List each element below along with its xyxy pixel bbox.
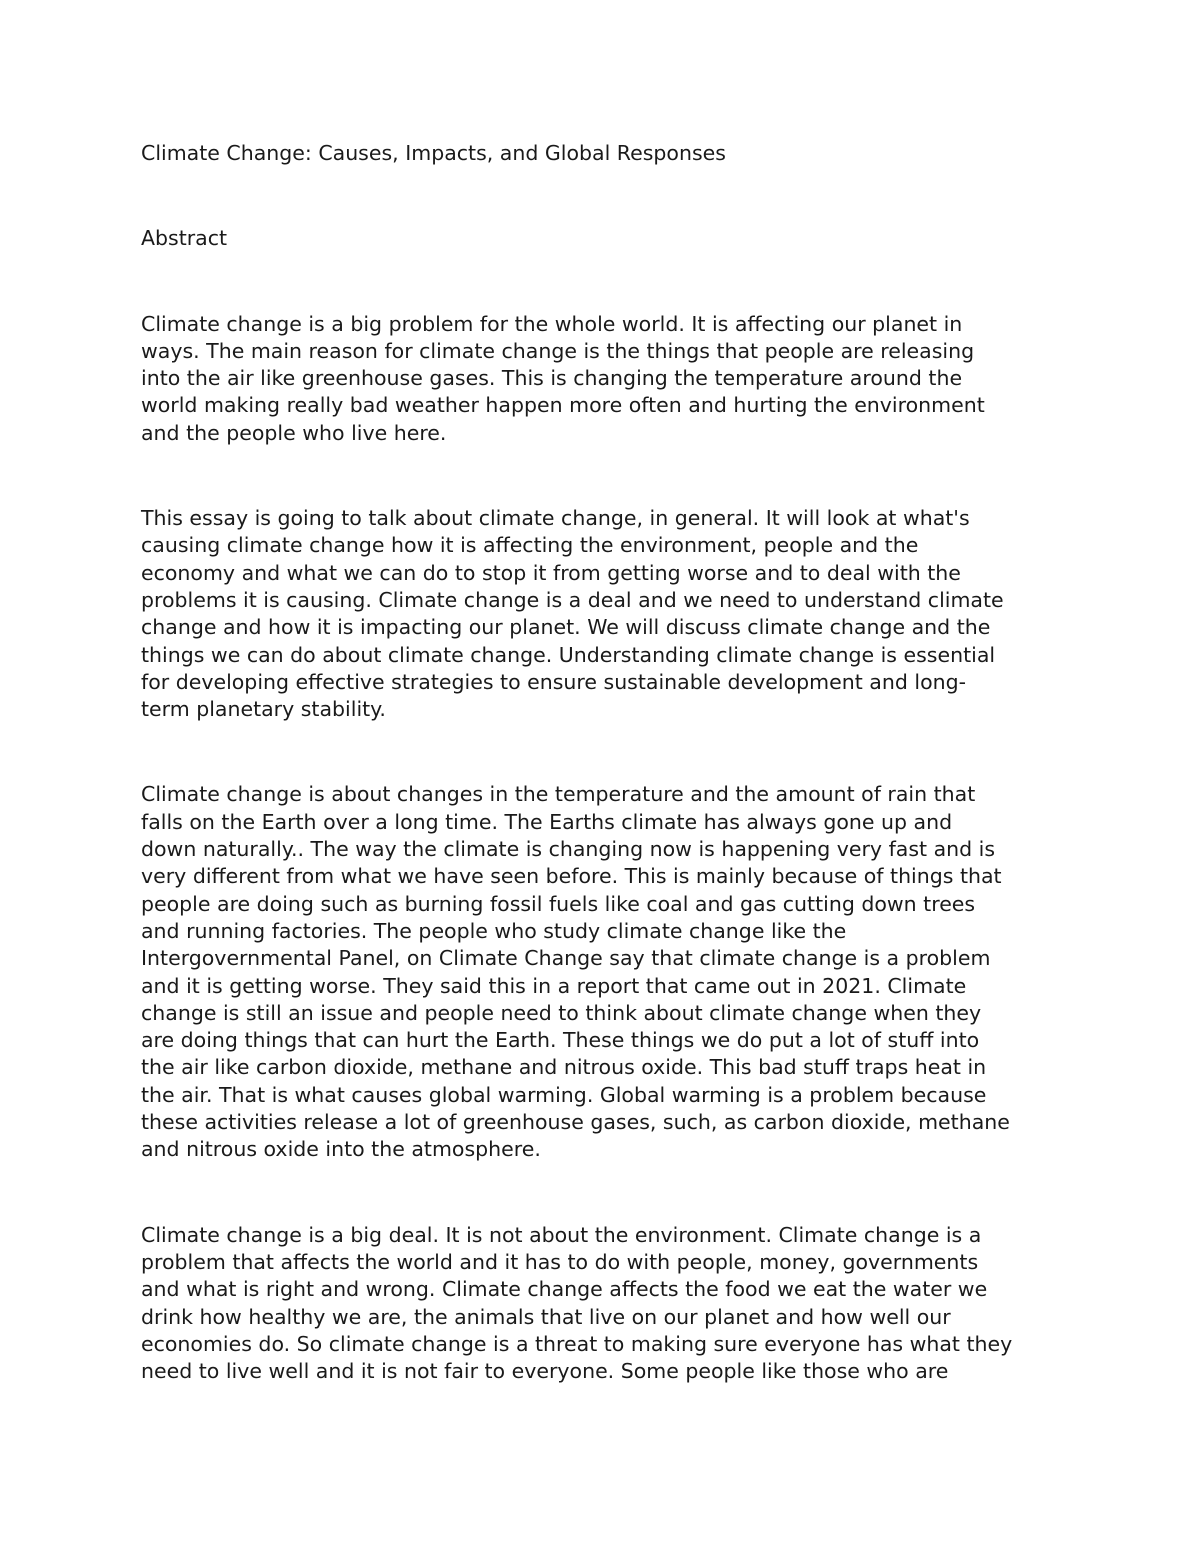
paragraph-line: and what is right and wrong. Climate change affects the food we eat the water we — [141, 1277, 988, 1302]
paragraph-line: for developing effective strategies to ensure sustainable development and long- — [141, 669, 967, 694]
paragraph-line: Intergovernmental Panel, on Climate Change say that climate change is a problem — [141, 946, 991, 971]
paragraph-line: the air. That is what causes global warming. Global warming is a problem because — [141, 1082, 987, 1107]
paragraph-line: and running factories. The people who study climate change like the — [141, 918, 847, 943]
paragraph-line: change is still an issue and people need to think about climate change when they — [141, 1000, 982, 1025]
paragraph-line: Climate change is a big deal. It is not about the environment. Climate change is a — [141, 1222, 982, 1247]
paragraph-line: causing climate change how it is affecting the environment, people and the — [141, 533, 919, 558]
paragraph-line: drink how healthy we are, the animals that live on our planet and how well our — [141, 1304, 951, 1329]
paragraph-4 — [141, 1222, 1071, 1386]
paragraph-line: ways. The main reason for climate change is the things that people are releasing — [141, 338, 975, 363]
paragraph-line: need to live well and it is not fair to everyone. Some people like those who are — [141, 1359, 949, 1384]
paragraph-line: down naturally.. The way the climate is changing now is happening very fast and is — [141, 837, 996, 862]
paragraph-line: very different from what we have seen before. This is mainly because of things that — [141, 864, 1002, 889]
paragraph-line: world making really bad weather happen more often and hurting the environment — [141, 393, 985, 418]
abstract-heading: Abstract — [141, 226, 228, 251]
paragraph-line: term planetary stability. — [141, 697, 386, 722]
paragraph-line: economies do. So climate change is a threat to making sure everyone has what they — [141, 1331, 1013, 1356]
paragraph-line: problem that affects the world and it has to do with people, money, governments — [141, 1249, 979, 1274]
paragraph-2 — [141, 505, 1071, 723]
paragraph-line: into the air like greenhouse gases. This is changing the temperature around the — [141, 366, 963, 391]
paragraph-line: are doing things that can hurt the Earth. These things we do put a lot of stuff into — [141, 1028, 980, 1053]
paragraph-line: people are doing such as burning fossil fuels like coal and gas cutting down trees — [141, 891, 976, 916]
paragraph-line: things we can do about climate change. Understanding climate change is essential — [141, 642, 996, 667]
paragraph-line: change and how it is impacting our planet. We will discuss climate change and the — [141, 615, 991, 640]
paragraph-line: and it is getting worse. They said this in a report that came out in 2021. Climate — [141, 973, 967, 998]
paragraph-line: and the people who live here. — [141, 420, 447, 445]
paragraph-line: these activities release a lot of greenhouse gases, such, as carbon dioxide, methane — [141, 1110, 1010, 1135]
document-body — [141, 140, 1071, 1443]
paragraph-1 — [141, 311, 1071, 447]
paragraph-line: the air like carbon dioxide, methane and nitrous oxide. This bad stuff traps heat in — [141, 1055, 987, 1080]
paragraph-line: Climate change is about changes in the temperature and the amount of rain that — [141, 782, 976, 807]
paragraph-line: problems it is causing. Climate change is a deal and we need to understand climate — [141, 587, 1004, 612]
paragraph-line: and nitrous oxide into the atmosphere. — [141, 1137, 541, 1162]
document-title: Climate Change: Causes, Impacts, and Global Responses — [141, 141, 726, 165]
paragraph-line: Climate change is a big problem for the whole world. It is affecting our planet in — [141, 311, 963, 336]
paragraph-line: This essay is going to talk about climate change, in general. It will look at what's — [141, 506, 970, 531]
paragraph-line: economy and what we can do to stop it from getting worse and to deal with the — [141, 560, 961, 585]
paragraph-line: falls on the Earth over a long time. The Earths climate has always gone up and — [141, 809, 953, 834]
paragraph-3 — [141, 781, 1071, 1163]
